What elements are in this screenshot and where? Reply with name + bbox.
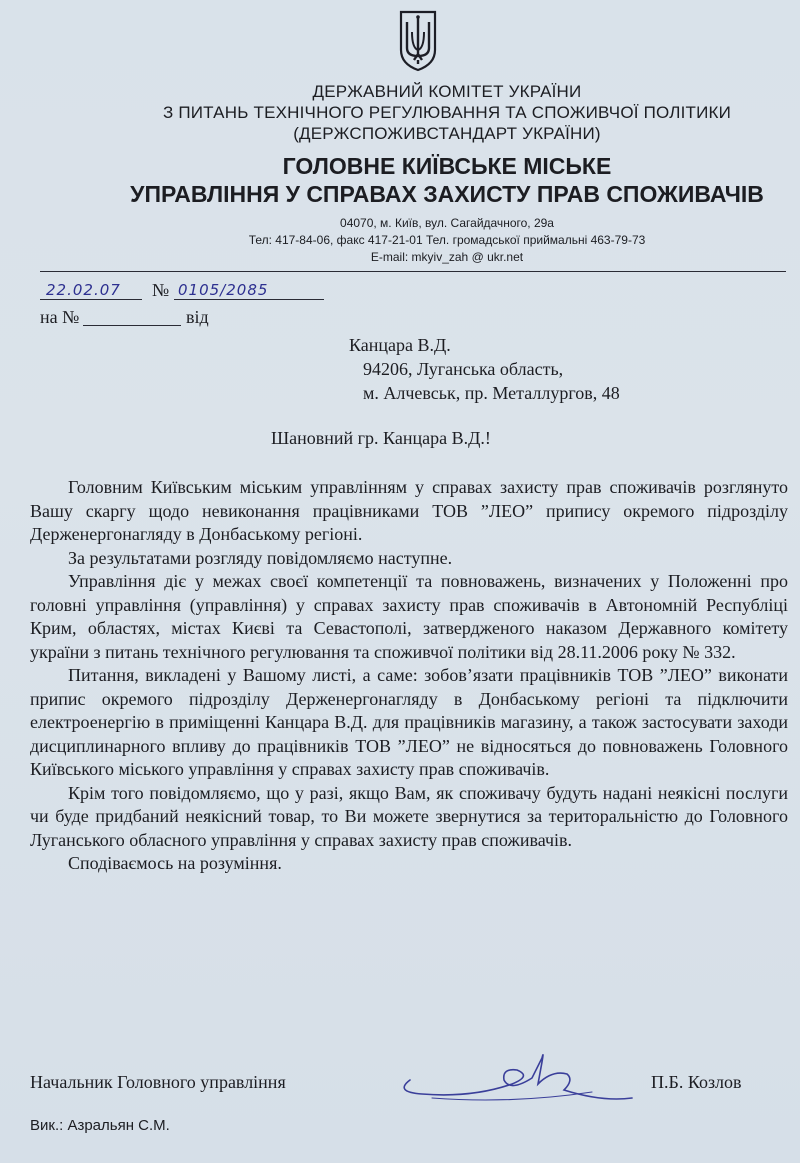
committee-line-1: ДЕРЖАВНИЙ КОМІТЕТ УКРАЇНИ [312, 82, 582, 101]
reply-from-label: від [186, 307, 209, 327]
signatory-name: П.Б. Козлов [651, 1072, 742, 1092]
address: 04070, м. Київ, вул. Сагайдачного, 29а [340, 216, 554, 230]
committee-line-2: З ПИТАНЬ ТЕХНІЧНОГО РЕГУЛЮВАННЯ ТА СПОЖИВЧОЇ ПОЛІТИКИ [162, 103, 732, 122]
department-line-2: УПРАВЛІННЯ У СПРАВАХ ЗАХИСТУ ПРАВ СПОЖИВАЧІВ [130, 181, 764, 207]
committee-line-3: (ДЕРЖСПОЖИВСТАНДАРТ УКРАЇНИ) [293, 124, 601, 143]
phones: Тел: 417-84-06, факс 417-21-01 Тел. громадської приймальні 463-79-73 [248, 233, 646, 247]
salutation: Шановний гр. Канцара В.Д.! [271, 428, 491, 448]
letter-number: 0105/2085 [178, 281, 269, 299]
recipient-address: м. Алчевськ, пр. Металлургов, 48 [363, 383, 620, 403]
handwritten-signature [392, 1040, 642, 1120]
letter-body [30, 476, 788, 876]
letter-date: 22.02.07 [46, 281, 121, 299]
body-paragraph-6: Сподіваємось на розуміння. [68, 853, 282, 873]
recipient-region: 94206, Луганська область, [363, 359, 564, 379]
recipient-name: Канцара В.Д. [349, 335, 451, 355]
signatory-position: Начальник Головного управління [30, 1072, 286, 1092]
email: E-mail: mkyiv_zah @ ukr.net [370, 250, 524, 264]
body-paragraph-2: За результатами розгляду повідомляємо наступне. [68, 547, 453, 568]
body-paragraph-5: Крім того повідомляємо, що у разі, якщо Вам, як споживачу будуть надані неякісні послуги чи буде придбаний неякісний товар, то Ви можете звернутися за територальністю до Головного Луганського обласного управління у справах захисту прав споживачів. [30, 782, 788, 850]
reply-line [40, 306, 240, 330]
executor: Вик.: Азральян С.М. [30, 1117, 170, 1134]
number-label: № [152, 280, 170, 300]
body-paragraph-1: Головним Київським міським управлінням у справах захисту прав споживачів розглянуто Вашу скаргу щодо невиконання працівниками ТОВ ”ЛЕО” припису окремого підрозділу Держенергонагляду в Донбаському регіоні. [30, 477, 788, 544]
department-line-1: ГОЛОВНЕ КИЇВСЬКЕ МІСЬКЕ [282, 153, 612, 179]
header-divider [40, 271, 786, 272]
trident-coat-of-arms-icon [398, 10, 438, 72]
reply-label: на № [40, 307, 80, 327]
body-paragraph-3: Управління діє у межах своєї компетенції та повноважень, визначених у Положенні про головні управління (управління) у справах захисту прав споживачів в Автономній Республіці Крим, областях, містах Києві та Севастополі, затвердженого наказом Державного комітету україни з питань технічного регулювання та споживчої політики від 28.11.2006 року № 332. [30, 571, 788, 662]
reference-line [40, 281, 330, 303]
body-paragraph-4: Питання, викладені у Вашому листі, а саме: зобов’язати працівників ТОВ ”ЛЕО” виконати припис окремого підрозділу Держенергонагляду в Донбаському регіоні та підключити електроенергію в приміщенні Канцара В.Д. для працівників магазину, а також застосувати заходи дисциплинарного впливу до працівників ТОВ ”ЛЕО” не відносяться до повноважень Головного Київського міського управління у справах захисту прав споживачів. [30, 665, 788, 779]
